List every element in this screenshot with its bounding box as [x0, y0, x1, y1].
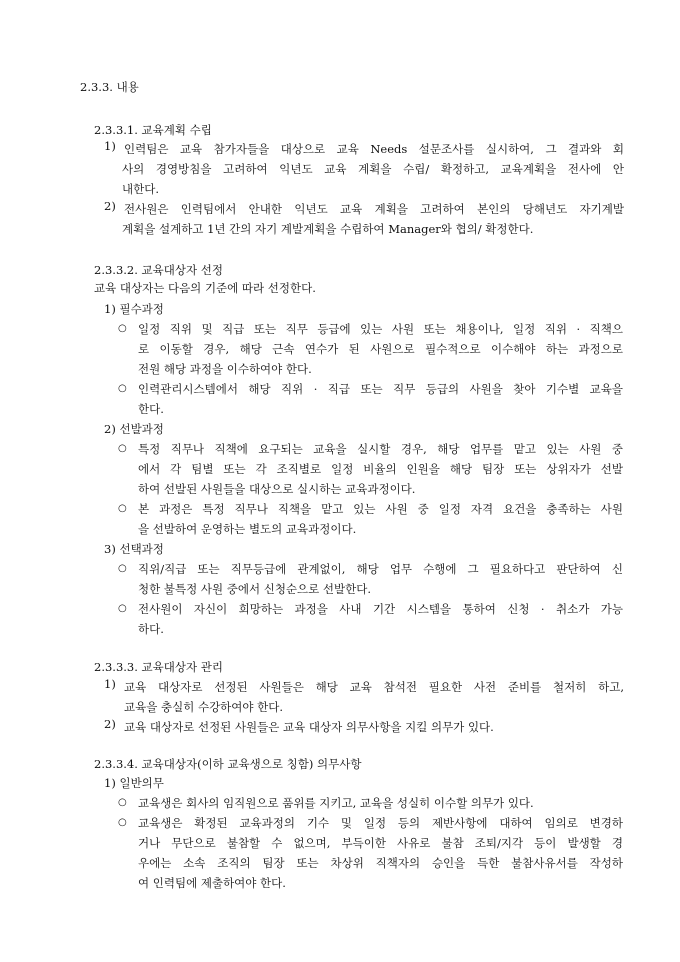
text-line: 하여 선발된 사원들을 대상으로 실시하는 교육과정이다.	[138, 482, 416, 496]
subsection-heading-plan: 2.3.3.1. 교육계획 수립	[94, 123, 212, 137]
subsection-heading-management: 2.3.3.3. 교육대상자 관리	[94, 660, 223, 674]
text-line: 내한다.	[122, 182, 159, 196]
bullet-item	[138, 439, 623, 499]
text-line: 교육생은 확정된 교육과정의 기수 및 일정 등의 제반사항에 대하여 임의로 변경하	[138, 816, 623, 830]
bullet-item	[138, 499, 623, 539]
list-marker: 2)	[104, 717, 116, 731]
text-line: 교육생은 회사의 임직원으로 품위를 지키고, 교육을 성실히 이수할 의무가 있다.	[138, 796, 534, 810]
group-heading-required: 1) 필수과정	[104, 302, 164, 316]
text-line: 인력팀은 교육 참가자들을 대상으로 교육 Needs 설문조사를 실시하여, 그 결과와 회	[124, 142, 624, 156]
group-heading-elective: 3) 선택과정	[104, 542, 164, 556]
bullet-item	[138, 319, 623, 379]
intro-text: 교육 대상자는 다음의 기준에 따라 선정한다.	[94, 281, 316, 295]
bullet-item	[138, 379, 623, 419]
circle-bullet-icon: ○	[118, 603, 127, 614]
list-marker: 2)	[104, 199, 116, 213]
circle-bullet-icon: ○	[118, 817, 127, 828]
text-line: 한다.	[138, 402, 164, 416]
text-line: 로 이동할 경우, 해당 근속 연수가 된 사원으로 필수적으로 이수해야 하는 과정으로	[138, 342, 623, 356]
list-item	[124, 677, 624, 717]
text-line: 을 선발하여 운영하는 별도의 교육과정이다.	[138, 522, 357, 536]
text-line: 특정 직무나 직책에 요구되는 교육을 실시할 경우, 해당 업무를 맡고 있는 사원 중	[138, 442, 623, 456]
text-line: 청한 불특정 사원 중에서 신청순으로 선발한다.	[138, 582, 372, 596]
text-line: 교육을 충실히 수강하여야 한다.	[124, 700, 284, 714]
circle-bullet-icon: ○	[118, 383, 127, 394]
text-line: 교육 대상자로 선정된 사원들은 해당 교육 참석전 필요한 사전 준비를 철저히 하고,	[124, 680, 624, 694]
list-marker: 1)	[104, 139, 116, 153]
text-line: 전사원이 자신이 희망하는 과정을 사내 기간 시스템을 통하여 신청 · 취소가 가능	[138, 602, 623, 616]
list-item	[124, 139, 624, 159]
text-line: 직위/직급 또는 직무등급에 관계없이, 해당 업무 수행에 그 필요하다고 판단하여 신	[138, 562, 623, 576]
text-line: 전원 해당 과정을 이수하여야 한다.	[138, 362, 312, 376]
circle-bullet-icon: ○	[118, 563, 127, 574]
bullet-item	[138, 813, 623, 893]
text-line: 계획을 설계하고 1년 간의 자기 계발계획을 수립하여 Manager와 협의/ 확정한다.	[122, 222, 534, 236]
list-item-cont	[122, 219, 533, 239]
bullet-item	[138, 559, 623, 599]
text-line: 에서 각 팀별 또는 각 조직별로 일정 비율의 인원을 해당 팀장 또는 상위자가 선발	[138, 462, 623, 476]
list-item	[124, 199, 624, 219]
circle-bullet-icon: ○	[118, 503, 127, 514]
bullet-item	[138, 599, 623, 639]
list-marker: 1)	[104, 677, 116, 691]
list-item	[124, 717, 494, 737]
text-line: 사의 경영방침을 고려하여 익년도 교육 계획을 수립/ 확정하고, 교육계획을 전사에 안	[122, 162, 624, 176]
text-line: 우에는 소속 조직의 팀장 또는 차상위 직책자의 승인을 득한 불참사유서를 작성하	[138, 856, 623, 870]
text-line: 일정 직위 및 직급 또는 직무 등급에 있는 사원 또는 채용이나, 일정 직위 · 직책으	[138, 322, 623, 336]
text-line: 교육 대상자로 선정된 사원들은 교육 대상자 의무사항을 지킬 의무가 있다.	[124, 720, 494, 734]
subsection-heading-duties: 2.3.3.4. 교육대상자(이하 교육생으로 칭함) 의무사항	[94, 757, 362, 771]
text-line: 인력관리시스템에서 해당 직위 · 직급 또는 직무 등급의 사원을 찾아 기수별 교육을	[138, 382, 623, 396]
group-heading-selective: 2) 선발과정	[104, 422, 164, 436]
text-line: 하다.	[138, 622, 164, 636]
text-line: 여 인력팀에 제출하여야 한다.	[138, 876, 286, 890]
text-line: 본 과정은 특정 직무나 직책을 맡고 있는 사원 중 일정 자격 요건을 충족하는 사원	[138, 502, 623, 516]
bullet-item	[138, 793, 534, 813]
circle-bullet-icon: ○	[118, 797, 127, 808]
group-heading-general: 1) 일반의무	[104, 776, 164, 790]
section-heading: 2.3.3. 내용	[80, 80, 139, 94]
circle-bullet-icon: ○	[118, 323, 127, 334]
subsection-heading-selection: 2.3.3.2. 교육대상자 선정	[94, 263, 223, 277]
circle-bullet-icon: ○	[118, 443, 127, 454]
text-line: 거나 무단으로 불참할 수 없으며, 부득이한 사유로 불참 조퇴/지각 등이 발생할 경	[138, 836, 623, 850]
list-item-cont	[122, 159, 624, 199]
text-line: 전사원은 인력팀에서 안내한 익년도 교육 계획을 고려하여 본인의 당해년도 자기계발	[124, 202, 624, 216]
